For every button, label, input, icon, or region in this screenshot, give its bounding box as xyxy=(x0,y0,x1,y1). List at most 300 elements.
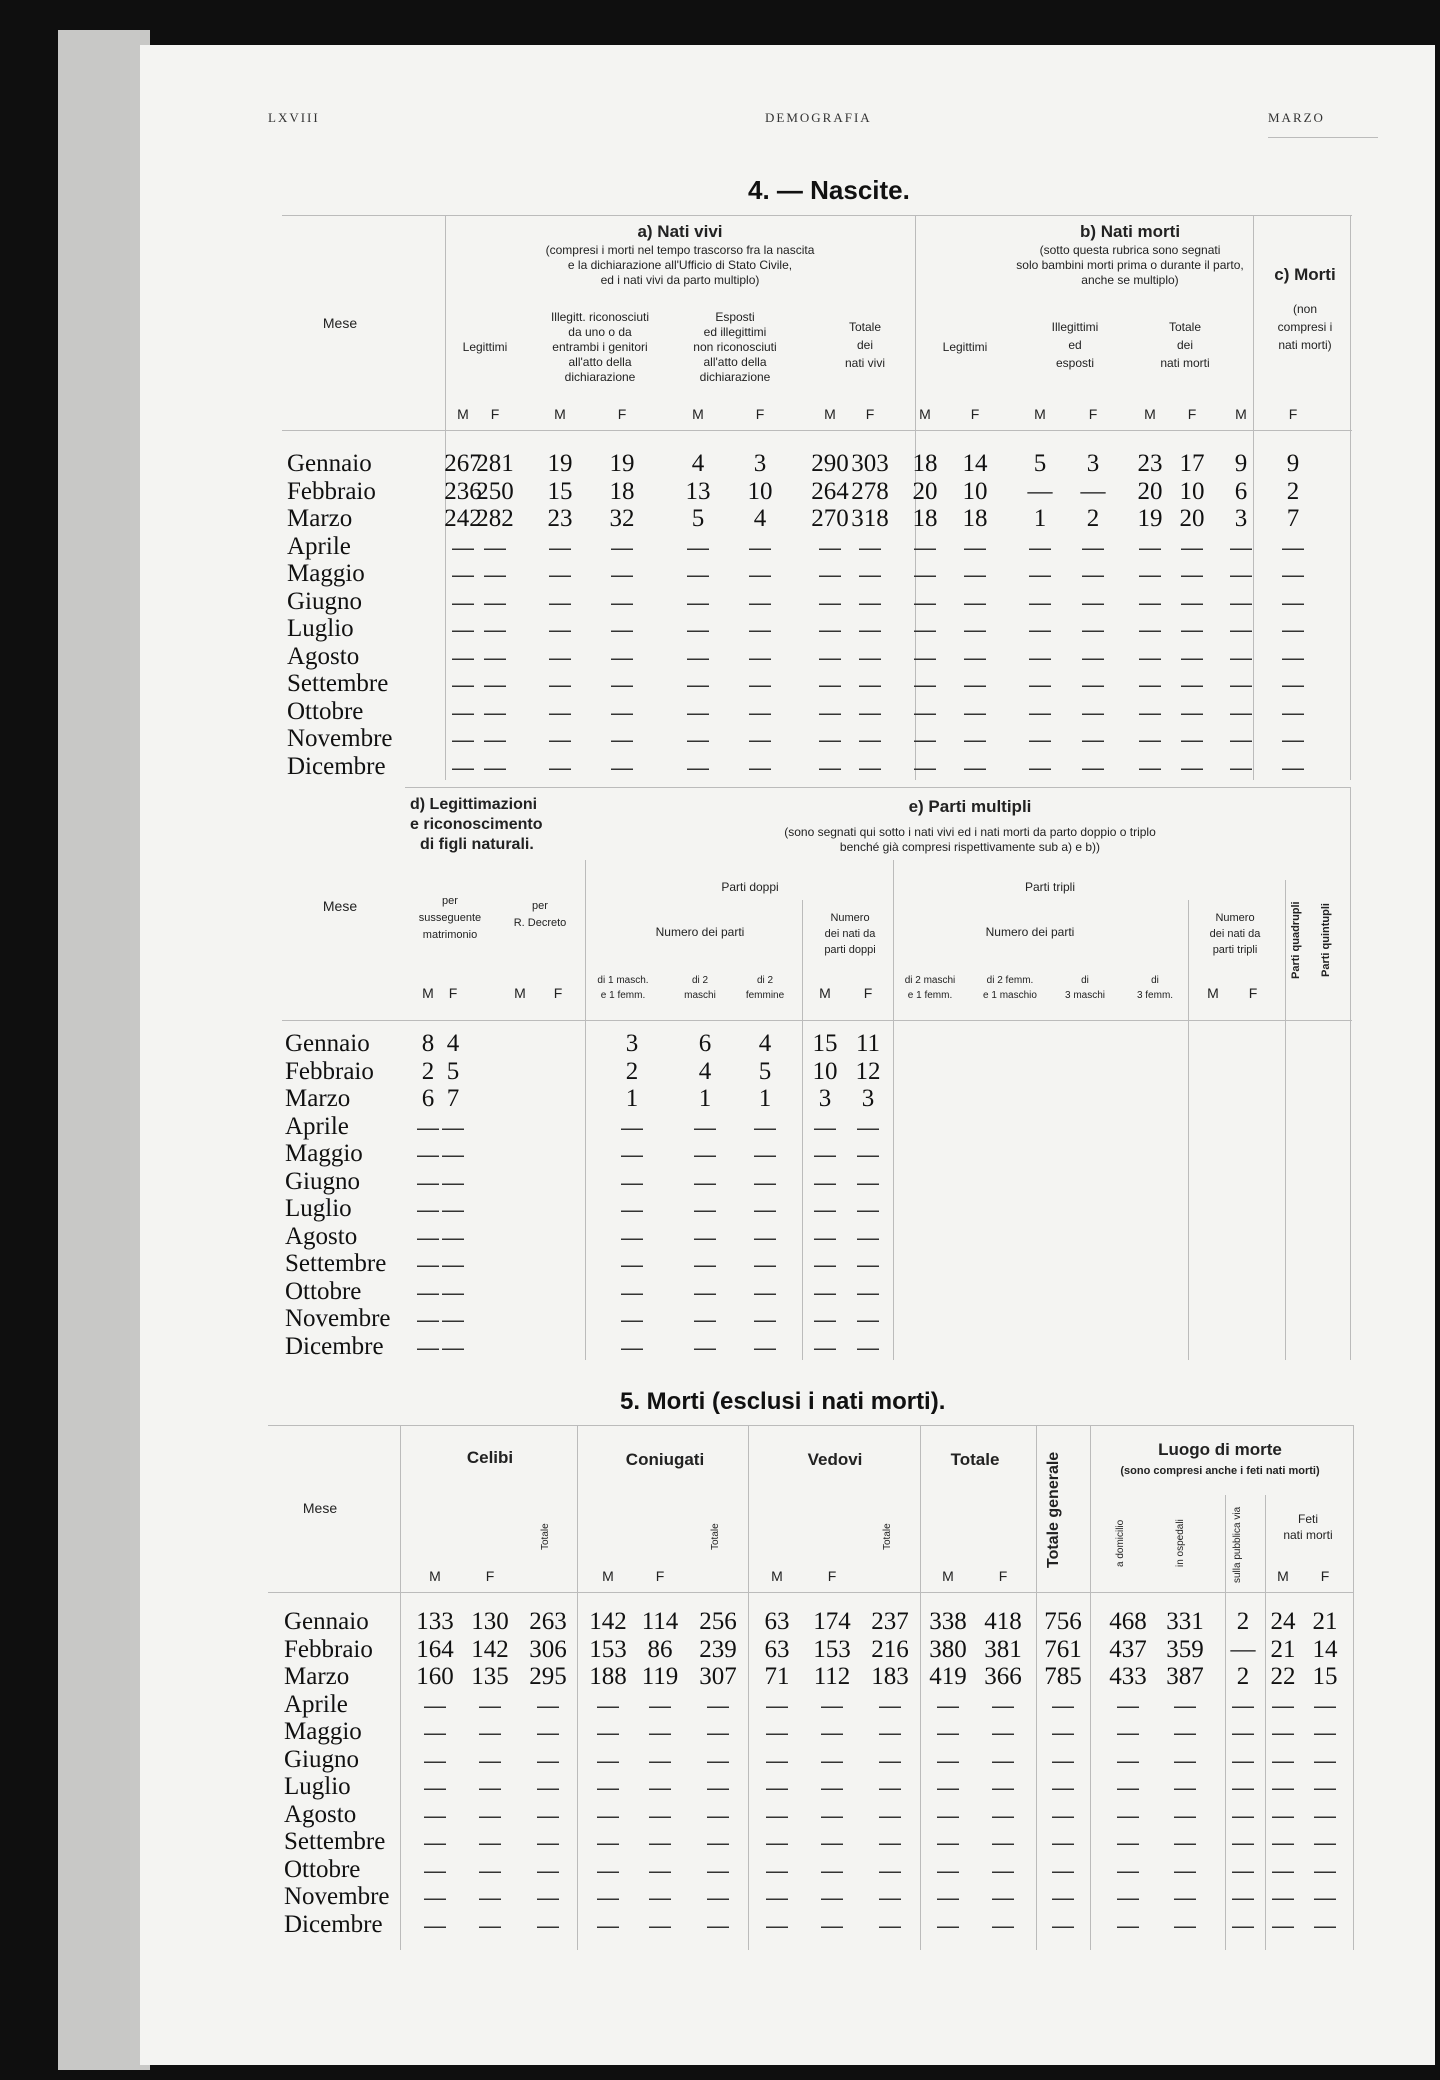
empty-dash: — xyxy=(1232,1830,1254,1855)
empty-dash: — xyxy=(537,1720,559,1745)
empty-dash: — xyxy=(914,534,936,560)
empty-dash: — xyxy=(857,1169,879,1195)
table-cell: 2 xyxy=(625,1057,639,1085)
empty-dash: — xyxy=(814,1334,836,1360)
header-section: DEMOGRAFIA xyxy=(765,110,872,125)
empty-dash: — xyxy=(1029,699,1051,725)
empty-dash: — xyxy=(442,1197,464,1222)
table-cell: 63 xyxy=(764,1608,790,1635)
empty-dash: — xyxy=(649,1912,671,1938)
empty-dash: — xyxy=(821,1775,843,1800)
empty-dash: — xyxy=(914,699,936,725)
month-label: Settembre xyxy=(287,670,389,697)
table-cell: 267 xyxy=(444,450,482,477)
empty-dash: — xyxy=(1117,1802,1139,1828)
table-cell: 264 xyxy=(811,477,849,505)
empty-dash: — xyxy=(597,1857,619,1883)
table-cell: 24 xyxy=(1270,1608,1296,1635)
empty-dash: — xyxy=(992,1912,1014,1938)
table-cell: 18 xyxy=(962,505,988,532)
table-cell: 160 xyxy=(416,1663,454,1690)
empty-dash: — xyxy=(914,754,936,780)
mf-label: M xyxy=(554,406,566,422)
empty-dash: — xyxy=(694,1197,716,1222)
empty-dash: — xyxy=(687,754,709,780)
empty-dash: — xyxy=(914,727,936,752)
empty-dash: — xyxy=(1117,1857,1139,1883)
e-title: e) Parti multipli xyxy=(908,797,1032,816)
e-note-1: (sono segnati qui sotto i nati vivi ed i nati morti da parto doppio o triplo xyxy=(784,825,1156,839)
table-cell: 21 xyxy=(1312,1608,1338,1635)
empty-dash: — xyxy=(937,1775,959,1800)
empty-dash: — xyxy=(611,754,633,780)
table-cell: 5 xyxy=(1033,450,1047,477)
empty-dash: — xyxy=(879,1857,901,1883)
month-label: Marzo xyxy=(284,1663,350,1690)
empty-dash: — xyxy=(859,699,881,725)
empty-dash: — xyxy=(766,1720,788,1745)
month-label: Febbraio xyxy=(284,1635,373,1663)
empty-dash: — xyxy=(814,1114,836,1140)
d-2f-1: di 2 xyxy=(756,975,774,986)
month-label: Febbraio xyxy=(285,1057,374,1085)
d-2m-1: di 2 xyxy=(691,975,709,986)
empty-dash: — xyxy=(484,727,506,752)
table-cell: 19 xyxy=(547,450,573,477)
table-cell: 71 xyxy=(764,1663,790,1690)
empty-dash: — xyxy=(1082,699,1104,725)
b-title: b) Nati morti xyxy=(1079,222,1181,241)
c-note-3: nati morti) xyxy=(1278,338,1332,352)
d-2f-2: femmine xyxy=(745,990,785,1001)
numero-parti-t: Numero dei parti xyxy=(985,925,1075,939)
month-label: Maggio xyxy=(284,1718,362,1745)
celibi-totale-label: Totale xyxy=(540,1523,551,1551)
table-cell: 437 xyxy=(1109,1635,1147,1663)
empty-dash: — xyxy=(1282,534,1304,560)
empty-dash: — xyxy=(859,672,881,697)
empty-dash: — xyxy=(549,644,571,670)
empty-dash: — xyxy=(937,1802,959,1828)
empty-dash: — xyxy=(1052,1830,1074,1855)
parti-doppi: Parti doppi xyxy=(721,880,779,894)
table-cell: 32 xyxy=(609,505,635,532)
table-cell: 15 xyxy=(812,1030,838,1057)
empty-dash: — xyxy=(859,562,881,587)
b-note-2: solo bambini morti prima o durante il parto, xyxy=(1016,258,1244,272)
empty-dash: — xyxy=(549,699,571,725)
month-label: Aprile xyxy=(285,1112,349,1140)
table-cell: 153 xyxy=(589,1635,627,1663)
empty-dash: — xyxy=(694,1114,716,1140)
table-cell: 142 xyxy=(589,1608,627,1635)
s5-vline xyxy=(748,1425,749,1950)
month-label: Maggio xyxy=(287,560,365,587)
in-ospedali-label: in ospedali xyxy=(1175,1519,1186,1567)
table-cell: 14 xyxy=(962,450,988,477)
empty-dash: — xyxy=(1029,644,1051,670)
empty-dash: — xyxy=(914,644,936,670)
table-cell: 278 xyxy=(851,477,889,505)
empty-dash: — xyxy=(1174,1912,1196,1938)
empty-dash: — xyxy=(1117,1885,1139,1910)
empty-dash: — xyxy=(424,1802,446,1828)
b-note-3: anche se multiplo) xyxy=(1081,273,1179,287)
empty-dash: — xyxy=(821,1802,843,1828)
empty-dash: — xyxy=(479,1830,501,1855)
empty-dash: — xyxy=(452,589,474,615)
col-b-illeg-3: esposti xyxy=(1055,356,1095,370)
empty-dash: — xyxy=(992,1802,1014,1828)
table-cell: 366 xyxy=(984,1663,1022,1690)
table-cell: 10 xyxy=(812,1057,838,1085)
empty-dash: — xyxy=(992,1775,1014,1800)
empty-dash: — xyxy=(857,1114,879,1140)
empty-dash: — xyxy=(937,1830,959,1855)
empty-dash: — xyxy=(1181,699,1203,725)
feti-label-1: Feti xyxy=(1297,1512,1318,1526)
empty-dash: — xyxy=(452,754,474,780)
empty-dash: — xyxy=(1181,672,1203,697)
empty-dash: — xyxy=(1082,589,1104,615)
empty-dash: — xyxy=(1230,754,1252,780)
c-note-1: (non xyxy=(1292,302,1318,316)
empty-dash: — xyxy=(417,1169,439,1195)
col-esposti-5: dichiarazione xyxy=(699,370,771,384)
empty-dash: — xyxy=(879,1830,901,1855)
empty-dash: — xyxy=(537,1747,559,1773)
parti-quadrupli: Parti quadrupli xyxy=(1290,901,1302,979)
a-note-2: e la dichiarazione all'Ufficio di Stato Civile, xyxy=(567,258,793,272)
col-b-tot-1: Totale xyxy=(1168,320,1202,334)
table-cell: 381 xyxy=(984,1635,1022,1663)
table-cell: 3 xyxy=(861,1085,875,1112)
empty-dash: — xyxy=(964,589,986,615)
table-cell: 10 xyxy=(962,477,988,505)
table-cell: 183 xyxy=(871,1663,909,1690)
luogo-title: Luogo di morte xyxy=(1158,1440,1282,1459)
table-cell: 21 xyxy=(1270,1635,1296,1663)
empty-dash: — xyxy=(964,672,986,697)
empty-dash: — xyxy=(1052,1692,1074,1718)
empty-dash: — xyxy=(442,1279,464,1305)
empty-dash: — xyxy=(814,1279,836,1305)
t-3m-1: di xyxy=(1081,975,1089,986)
empty-dash: — xyxy=(611,672,633,697)
empty-dash: — xyxy=(1272,1802,1294,1828)
empty-dash: — xyxy=(537,1802,559,1828)
s4b-vline xyxy=(802,900,803,1360)
empty-dash: — xyxy=(1230,589,1252,615)
table-cell: 17 xyxy=(1179,450,1205,477)
empty-dash: — xyxy=(992,1885,1014,1910)
empty-dash: — xyxy=(749,562,771,587)
month-label: Luglio xyxy=(287,615,354,642)
table-cell: 188 xyxy=(589,1663,627,1690)
table-cell: 112 xyxy=(813,1663,851,1690)
empty-dash: — xyxy=(857,1197,879,1222)
luogo-note: (sono compresi anche i feti nati morti) xyxy=(1120,1465,1320,1477)
empty-dash: — xyxy=(424,1775,446,1800)
empty-dash: — xyxy=(857,1334,879,1360)
empty-dash: — xyxy=(1174,1720,1196,1745)
empty-dash: — xyxy=(649,1857,671,1883)
coniugati-label: Coniugati xyxy=(625,1450,705,1469)
empty-dash: — xyxy=(1272,1857,1294,1883)
empty-dash: — xyxy=(1272,1720,1294,1745)
empty-dash: — xyxy=(452,727,474,752)
empty-dash: — xyxy=(417,1334,439,1360)
empty-dash: — xyxy=(766,1885,788,1910)
empty-dash: — xyxy=(621,1169,643,1195)
table-cell: 18 xyxy=(609,477,635,505)
table-cell: 418 xyxy=(984,1608,1022,1635)
empty-dash: — xyxy=(549,562,571,587)
empty-dash: — xyxy=(819,617,841,642)
empty-dash: — xyxy=(749,589,771,615)
empty-dash: — xyxy=(1139,617,1161,642)
table-cell: 15 xyxy=(1312,1663,1338,1690)
empty-dash: — xyxy=(611,644,633,670)
empty-dash: — xyxy=(964,644,986,670)
parti-quintupli: Parti quintupli xyxy=(1320,903,1332,977)
empty-dash: — xyxy=(479,1802,501,1828)
table-cell: 761 xyxy=(1044,1635,1082,1663)
empty-dash: — xyxy=(452,617,474,642)
table-cell: 380 xyxy=(929,1635,967,1663)
table-cell: 331 xyxy=(1166,1608,1204,1635)
table-cell: 10 xyxy=(1179,477,1205,505)
table-cell: 14 xyxy=(1312,1635,1338,1663)
table-cell: 18 xyxy=(912,450,938,477)
table-cell: 282 xyxy=(476,505,514,532)
empty-dash: — xyxy=(479,1885,501,1910)
empty-dash: — xyxy=(484,534,506,560)
empty-dash: — xyxy=(649,1885,671,1910)
s4b-top-rule xyxy=(405,787,1350,788)
empty-dash: — xyxy=(1232,1885,1254,1910)
table-cell: 19 xyxy=(609,450,635,477)
s4b-vline xyxy=(1188,900,1189,1360)
empty-dash: — xyxy=(484,617,506,642)
empty-dash: — xyxy=(707,1885,729,1910)
empty-dash: — xyxy=(597,1830,619,1855)
empty-dash: — xyxy=(1230,562,1252,587)
col-b-tot-2: dei xyxy=(1176,338,1193,352)
empty-dash: — xyxy=(1272,1830,1294,1855)
mese-label: Mese xyxy=(322,315,358,331)
c-note-2: compresi i xyxy=(1277,320,1333,334)
month-label: Maggio xyxy=(285,1140,363,1167)
table-cell: 5 xyxy=(758,1057,772,1085)
empty-dash: — xyxy=(859,534,881,560)
s5-vline xyxy=(400,1425,401,1950)
per-sus-1: per xyxy=(442,895,458,907)
d-title-2: e riconoscimento xyxy=(410,816,543,833)
table-cell: 12 xyxy=(855,1057,881,1085)
empty-dash: — xyxy=(754,1307,776,1332)
empty-dash: — xyxy=(597,1692,619,1718)
table-cell: 6 xyxy=(1234,477,1248,505)
per-sus-2: susseguente xyxy=(418,912,482,924)
empty-dash: — xyxy=(754,1224,776,1250)
s4-top-rule xyxy=(282,215,1352,216)
a-note-3: ed i nati vivi da parto multiplo) xyxy=(600,273,760,287)
empty-dash: — xyxy=(749,644,771,670)
mf-label: F xyxy=(485,1568,495,1584)
month-label: Ottobre xyxy=(287,697,364,725)
empty-dash: — xyxy=(649,1802,671,1828)
empty-dash: — xyxy=(1314,1857,1336,1883)
mf-label: M xyxy=(819,985,831,1001)
mese-label-3: Mese xyxy=(302,1500,338,1516)
empty-dash: — xyxy=(694,1334,716,1360)
empty-dash: — xyxy=(537,1830,559,1855)
empty-dash: — xyxy=(694,1279,716,1305)
s4b-vline xyxy=(585,860,586,1360)
mf-label: F xyxy=(863,985,873,1001)
table-cell: 13 xyxy=(685,477,711,505)
empty-dash: — xyxy=(687,617,709,642)
empty-dash: — xyxy=(819,727,841,752)
empty-dash: — xyxy=(611,562,633,587)
empty-dash: — xyxy=(1282,699,1304,725)
table-cell: 7 xyxy=(446,1085,460,1112)
month-label: Dicembre xyxy=(284,1910,383,1938)
empty-dash: — xyxy=(649,1692,671,1718)
empty-dash: — xyxy=(937,1747,959,1773)
empty-dash: — xyxy=(687,672,709,697)
empty-dash: — xyxy=(549,672,571,697)
empty-dash: — xyxy=(479,1857,501,1883)
s4b-vline xyxy=(1350,787,1351,1360)
s4b-vline xyxy=(1285,880,1286,1360)
empty-dash: — xyxy=(879,1747,901,1773)
empty-dash: — xyxy=(597,1912,619,1938)
numero-nati-d-1: Numero xyxy=(830,912,870,924)
table-cell: 263 xyxy=(529,1608,567,1635)
empty-dash: — xyxy=(1314,1912,1336,1938)
table-cell: 19 xyxy=(1137,505,1163,532)
empty-dash: — xyxy=(484,672,506,697)
empty-dash: — xyxy=(424,1912,446,1938)
pubblica-via-label: sulla pubblica via xyxy=(1232,1506,1243,1583)
s5-vline xyxy=(1090,1425,1091,1950)
mf-label: F xyxy=(553,985,563,1001)
header-rule xyxy=(1268,137,1378,138)
empty-dash: — xyxy=(1232,1857,1254,1883)
empty-dash: — xyxy=(452,699,474,725)
empty-dash: — xyxy=(1082,617,1104,642)
empty-dash: — xyxy=(857,1142,879,1167)
table-cell: 2 xyxy=(1236,1608,1250,1635)
empty-dash: — xyxy=(819,589,841,615)
s5-top-rule xyxy=(268,1425,1353,1426)
month-label: Settembre xyxy=(285,1250,387,1277)
empty-dash: — xyxy=(1272,1692,1294,1718)
table-cell: 2 xyxy=(421,1057,435,1085)
table-cell: 3 xyxy=(753,450,767,477)
empty-dash: — xyxy=(821,1747,843,1773)
b-note-1: (sotto questa rubrica sono segnati xyxy=(1039,243,1221,257)
empty-dash: — xyxy=(417,1279,439,1305)
table-cell: 1 xyxy=(625,1085,639,1112)
t-3f-2: 3 femm. xyxy=(1136,990,1174,1001)
empty-dash: — xyxy=(1314,1720,1336,1745)
s5-header-rule xyxy=(268,1592,1353,1593)
empty-dash: — xyxy=(1181,589,1203,615)
empty-dash: — xyxy=(879,1692,901,1718)
empty-dash: — xyxy=(597,1802,619,1828)
empty-dash: — xyxy=(1052,1720,1074,1745)
empty-dash: — xyxy=(597,1885,619,1910)
empty-dash: — xyxy=(694,1169,716,1195)
month-label: Novembre xyxy=(284,1883,390,1910)
numero-nati-d-2: dei nati da xyxy=(824,928,876,940)
feti-label-2: nati morti xyxy=(1283,1528,1333,1542)
empty-dash: — xyxy=(1272,1747,1294,1773)
table-cell: 2 xyxy=(1236,1663,1250,1690)
empty-dash: — xyxy=(479,1912,501,1938)
month-label: Dicembre xyxy=(285,1332,384,1360)
empty-dash: — xyxy=(1117,1912,1139,1938)
table-cell: 236 xyxy=(444,477,482,505)
empty-dash: — xyxy=(621,1334,643,1360)
empty-dash: — xyxy=(687,534,709,560)
mf-label: M xyxy=(422,985,434,1001)
d-title-3: di figli naturali. xyxy=(420,836,534,853)
table-cell: 3 xyxy=(625,1030,639,1057)
empty-dash: — xyxy=(621,1279,643,1305)
table-cell: 23 xyxy=(1137,450,1163,477)
empty-dash: — xyxy=(537,1912,559,1938)
empty-dash: — xyxy=(1082,644,1104,670)
mf-label: F xyxy=(827,1568,837,1584)
table-cell: 242 xyxy=(444,505,482,532)
empty-dash: — xyxy=(1029,589,1051,615)
mf-label: M xyxy=(692,406,704,422)
table-cell: 468 xyxy=(1109,1608,1147,1635)
empty-dash: — xyxy=(1232,1802,1254,1828)
totale-label: Totale xyxy=(950,1450,1000,1469)
empty-dash: — xyxy=(1139,754,1161,780)
c-title: c) Morti xyxy=(1274,265,1336,284)
empty-dash: — xyxy=(707,1747,729,1773)
empty-dash: — xyxy=(1174,1885,1196,1910)
col-illeg-5: dichiarazione xyxy=(564,370,636,384)
empty-dash: — xyxy=(707,1857,729,1883)
empty-dash: — xyxy=(484,644,506,670)
t-2m1f-2: e 1 femm. xyxy=(907,990,953,1001)
empty-dash: — xyxy=(914,589,936,615)
month-label: Novembre xyxy=(287,725,393,752)
empty-dash: — xyxy=(537,1692,559,1718)
empty-dash: — xyxy=(549,754,571,780)
mf-label: F xyxy=(865,406,875,422)
empty-dash: — xyxy=(819,644,841,670)
col-illeg-1: Illegitt. riconosciuti xyxy=(550,310,650,324)
t-3m-2: 3 maschi xyxy=(1064,990,1105,1001)
empty-dash: — xyxy=(442,1334,464,1360)
s5-vline xyxy=(1353,1425,1354,1950)
empty-dash: — xyxy=(766,1692,788,1718)
table-cell: 250 xyxy=(476,477,514,505)
mf-label: M xyxy=(1144,406,1156,422)
table-cell: 281 xyxy=(476,450,514,477)
empty-dash: — xyxy=(597,1775,619,1800)
page-edge xyxy=(58,30,150,2070)
a-domicilio-label: a domicilio xyxy=(1115,1519,1126,1567)
